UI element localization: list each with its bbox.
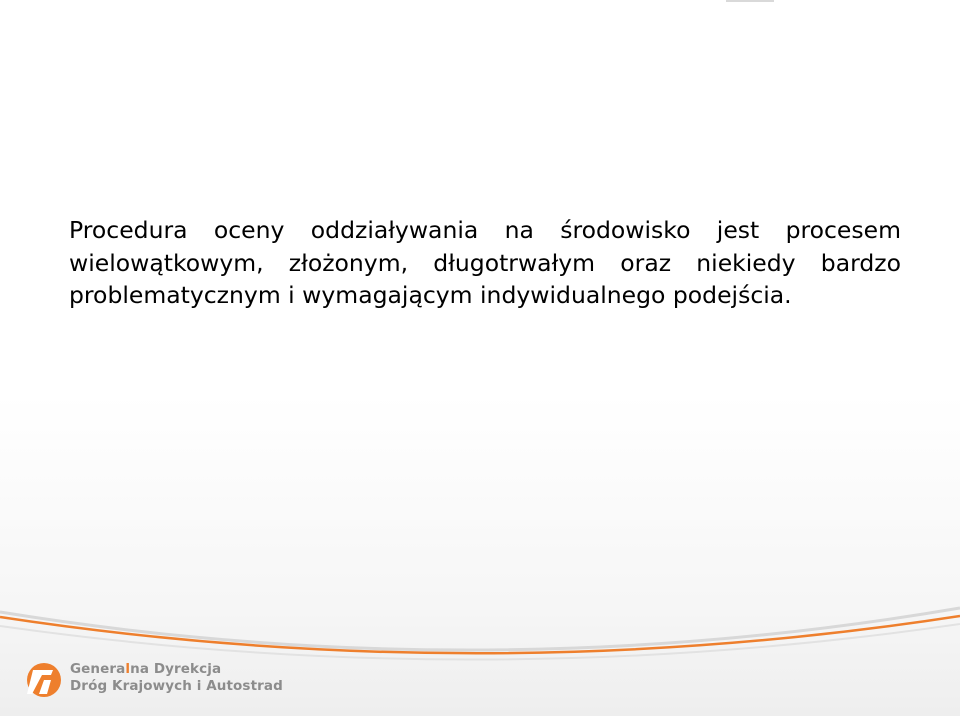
org-line1-part-b: na Dyrekcja — [130, 661, 222, 677]
gddkia-logo-icon — [24, 660, 64, 700]
top-tab-marker — [726, 0, 774, 2]
slide-body-text: Procedura oceny oddziaływania na środowisko jest procesem wielowątkowym, złożonym, długotrwałym oraz niekiedy bardzo problematycznym i wymagającym indywidualnego podejścia. — [69, 216, 901, 309]
org-line1-accent-letter: l — [125, 661, 131, 677]
organization-name-line2: Dróg Krajowych i Autostrad — [70, 678, 283, 694]
organization-name-line1 — [70, 661, 283, 678]
organization-name — [70, 661, 283, 695]
org-line1-part-a: Genera — [70, 661, 126, 677]
